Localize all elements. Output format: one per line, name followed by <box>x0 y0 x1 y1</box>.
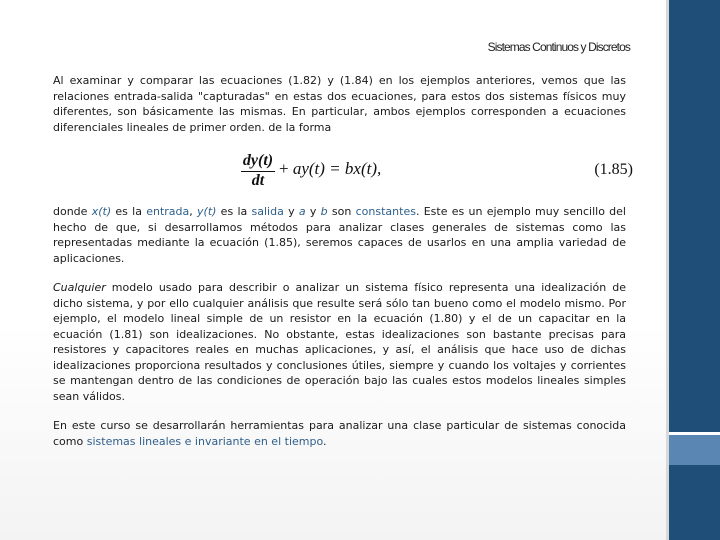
equation-denominator: dt <box>251 172 265 189</box>
term-y: y(t) <box>197 205 217 218</box>
paragraph-intro: Al examinar y comparar las ecuaciones (1.82) y (1.84) en los ejemplos anteriores, vemos que las relaciones entrada-salida "capturadas" en estas dos ecuaciones, para estos dos sistemas físicos muy diferentes, son básicamente las mismas. En particular, ambos ejemplos corresponden a ecuaciones diferenciales lineales de primer orden. de la forma <box>53 74 626 134</box>
text-span: . <box>323 434 327 448</box>
equation-1-85 <box>53 149 633 195</box>
text-span: son <box>327 205 356 218</box>
paragraph-cualquier <box>53 280 626 404</box>
equation-numerator: dy(t) <box>241 152 275 172</box>
slide-header-title: Sistemas Continuos y Discretos <box>487 40 630 54</box>
term-entrada: entrada <box>146 205 190 218</box>
sidebar-block-top <box>666 0 720 432</box>
text-span: es la <box>216 205 252 218</box>
term-x: x(t) <box>91 205 112 218</box>
sidebar-edge <box>666 0 669 540</box>
term-salida: salida <box>251 205 284 218</box>
paragraph-donde <box>53 204 626 266</box>
equation-x-term: x(t), <box>353 159 382 178</box>
text-span: modelo usado para describir o analizar un sistema físico representa una idealización de dicho sistema, y por ello cualquier análisis que resulte será sólo tan bueno como el modelo mismo. Por ejemplo, el modelo lineal simple de un resistor en la ecuación (1.80) y el de un capacitar en la ecuación (1.81) son idealizaciones. No obstante, estas idealizaciones son bastante precisas para resistores y capacitores reales en muchas aplicaciones, y así, el análisis que hace uso de dichas idealizaciones proporciona resultados y conclusiones útiles, siempre y cuando los voltajes y corrientes se mantengan dentro de las condiciones de operación bajo las cuales estos modelos lineales simples sean válidos. <box>53 281 626 403</box>
decorative-sidebar <box>666 0 720 540</box>
text-span: es la <box>111 205 147 218</box>
equation-fraction <box>241 152 275 190</box>
term-b: b <box>320 205 328 218</box>
text-span: . Este es un ejemplo muy sencillo del hecho de que, si desarrollamos métodos para analizar clases generales de sistemas como las representadas mediante la ecuación (1.85), seremos capaces de usarlos en una amplia variedad de aplicaciones. <box>53 205 626 265</box>
term-sistemas-lti: sistemas lineales e invariante en el tiempo <box>86 434 323 448</box>
equation-plus: + <box>279 159 293 178</box>
text-span: y <box>305 205 321 218</box>
equation-coef-b: b <box>344 159 354 178</box>
word-cualquier: Cualquier <box>53 281 106 294</box>
text-span: En este curso se desarrollarán herramientas para analizar una clase particular de sistemas conocida como <box>53 419 626 448</box>
paragraph-curso <box>53 418 626 449</box>
sidebar-block-bottom <box>666 465 720 540</box>
equation-rhs <box>279 161 381 177</box>
text-span: donde <box>53 205 92 218</box>
term-constantes: constantes <box>355 205 416 218</box>
equation-y-term: y(t) = <box>301 159 345 178</box>
slide-content <box>53 73 633 463</box>
text-span: y <box>283 205 299 218</box>
equation-coef-a: a <box>292 159 302 178</box>
term-a: a <box>298 205 306 218</box>
text-span: , <box>189 205 198 218</box>
equation-image <box>239 149 635 195</box>
equation-number: (1.85) <box>594 161 633 178</box>
sidebar-block-accent <box>666 435 720 465</box>
